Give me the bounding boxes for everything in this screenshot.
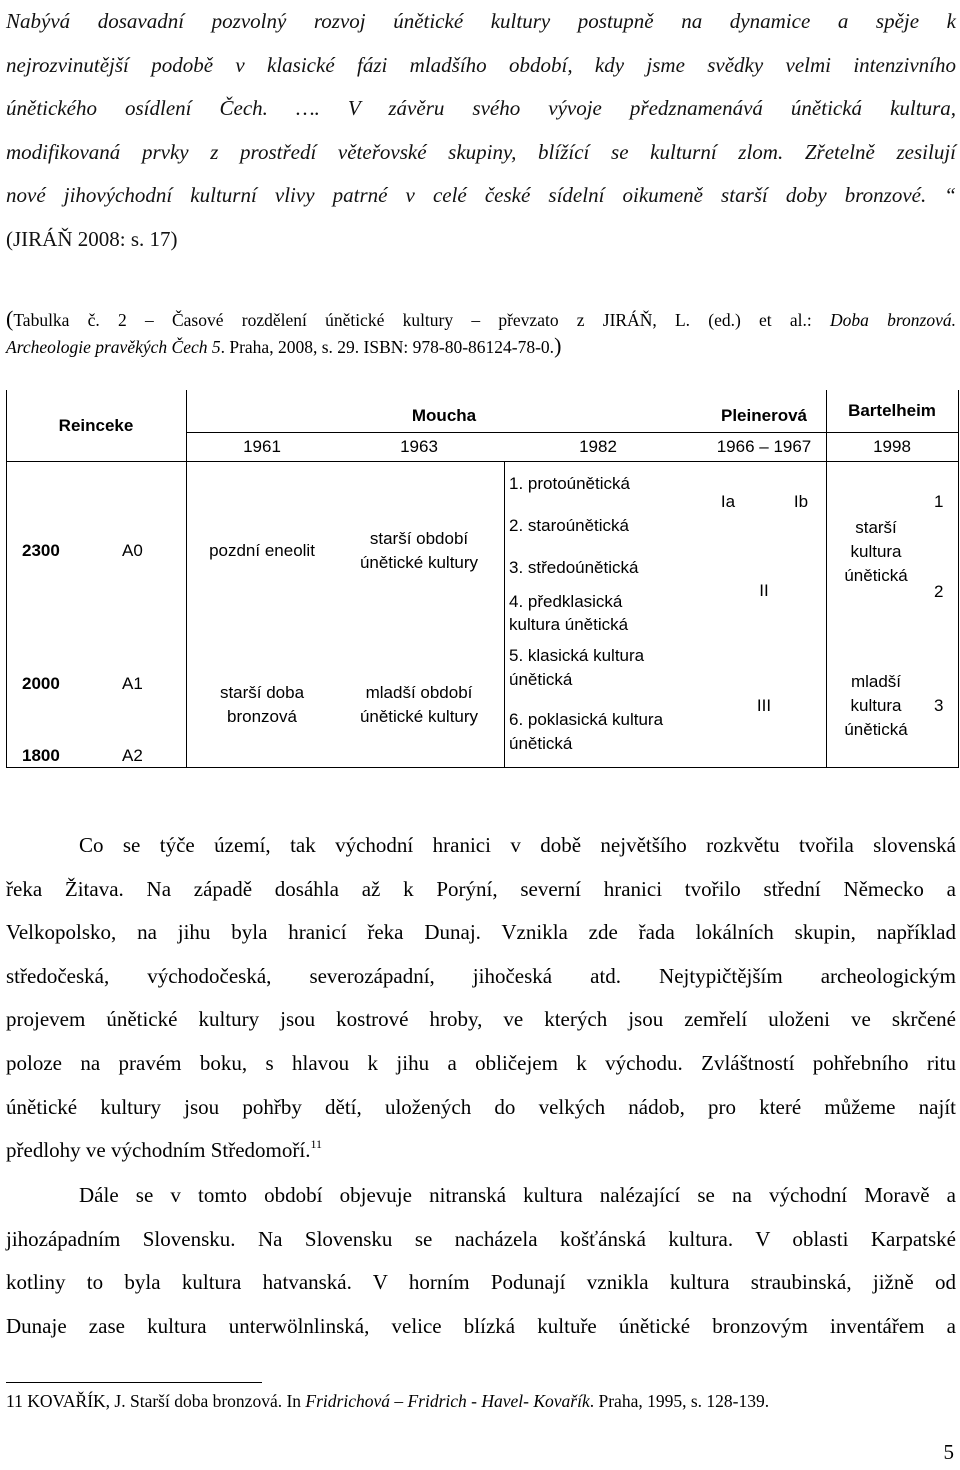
phase-a1: A1 <box>122 674 143 693</box>
m1963-younger-l2: únětické kultury <box>359 707 479 726</box>
table-col-divider <box>826 390 827 768</box>
year-1961: 1961 <box>243 437 281 456</box>
m1982-phase-5-l2: únětická <box>509 670 573 689</box>
paragraph-line: středočeská, východočeská, severozápadní, jihočeská atd. Nejtypičtějším archeologickým <box>6 963 956 988</box>
bartelheim-older-l2: kultura <box>850 542 902 561</box>
phase-a2: A2 <box>122 746 143 765</box>
paragraph-line: Dále se v tomto období objevuje nitranská kultura nalézající se na východní Moravě a <box>79 1183 956 1207</box>
bartelheim-older-l3: únětická <box>844 566 908 585</box>
quote-citation: (JIRÁŇ 2008: s. 17) <box>6 226 178 251</box>
m1963-older-l1: starší období <box>369 529 469 548</box>
table-bottom-border <box>6 767 959 768</box>
paragraph-line: řeka Žitava. Na západě dosáhla až k Porýní, severní hranici tvořilo střední Německo a <box>6 876 956 901</box>
quote-line: únětického osídlení Čech. …. V závěru svého vývoje předznamenává únětická kultura, <box>6 96 956 120</box>
paragraph-line: Velkopolsko, na jihu byla hranicí řeka Dunaj. Vznikla zde řada lokálních skupin, například <box>6 920 956 945</box>
m1961-late-eneolithic: pozdní eneolit <box>209 541 315 560</box>
footnote-authors: Fridrichová – Fridrich - Havel- Kovařík <box>305 1391 590 1411</box>
m1961-early-bronze-l2: bronzová <box>227 707 297 726</box>
paragraph-1 <box>6 824 956 1173</box>
chronology-table <box>6 390 959 768</box>
caption-book-title-a: Doba bronzová. <box>830 310 956 330</box>
header-reinceke: Reinceke <box>58 416 134 435</box>
date-2000: 2000 <box>22 674 60 693</box>
m1963-older-l2: únětické kultury <box>359 553 479 572</box>
paragraph-line: únětické kultury jsou pohřby dětí, uložených do velkých nádob, pro které můžeme najít <box>6 1094 956 1119</box>
year-1963: 1963 <box>400 437 438 456</box>
year-1998: 1998 <box>873 437 911 456</box>
year-1966-1967: 1966 – 1967 <box>716 437 812 456</box>
caption-line-2 <box>6 333 562 358</box>
quote-line: nové jihovýchodní kulturní vlivy patrné v celé české sídelní oikumeně starší doby bronzové. “ <box>6 183 956 207</box>
m1982-phase-3: 3. středoúnětická <box>509 558 639 577</box>
bartelheim-phase-2: 2 <box>934 582 944 601</box>
quote-line: nejrozvinutější podobě v klasické fázi mladšího období, kdy jsme svědky velmi intenzivního <box>6 52 956 77</box>
footnote-text-c: . Praha, 1995, s. 128-139. <box>589 1391 770 1411</box>
caption-text-b: . Praha, 2008, s. 29. ISBN: 978-80-86124-78-0. <box>220 337 555 357</box>
quote-line: modifikovaná prvky z prostředí věteřovské skupiny, blížící se kulturní zlom. Zřetelně zesilují <box>6 139 956 164</box>
paragraph-line: kotliny to byla kultura hatvanská. V horním Podunají vznikla kultura straubinská, jižně od <box>6 1270 956 1295</box>
quote-block <box>6 0 956 261</box>
caption-line-1 <box>6 306 956 333</box>
header-bartelheim: Bartelheim <box>848 401 936 420</box>
table-right-border <box>958 390 959 768</box>
table-caption <box>6 306 956 360</box>
paragraph-line: Co se týče území, tak východní hranici v době největšího rozkvětu tvořila slovenská <box>79 833 956 857</box>
m1963-younger-l1: mladší období <box>365 683 473 702</box>
bartelheim-younger-l3: únětická <box>844 720 908 739</box>
header-moucha: Moucha <box>411 406 477 425</box>
paragraph-last-text: předlohy ve východním Středomoří. <box>6 1138 311 1163</box>
paragraph-line: projevem únětické kultury jsou kostrové hroby, ve kterých jsou zemřelí uloženi ve skrčené <box>6 1007 956 1032</box>
m1982-phase-5-l1: 5. klasická kultura <box>509 646 645 665</box>
table-top-border <box>186 432 959 433</box>
phase-a0: A0 <box>122 541 143 560</box>
date-1800: 1800 <box>22 746 60 765</box>
year-1982: 1982 <box>579 437 617 456</box>
m1982-phase-4-l2: kultura únětická <box>509 615 629 634</box>
pleinerova-ia: Ia <box>720 492 736 511</box>
footnote-reference[interactable]: 11 <box>310 1137 323 1152</box>
paragraph-2 <box>6 1174 956 1348</box>
bartelheim-older-l1: starší <box>855 518 897 537</box>
footnote <box>6 1388 769 1414</box>
caption-close-paren: ) <box>554 333 562 358</box>
caption-book-title-b: Archeologie pravěkých Čech 5 <box>6 337 221 357</box>
m1982-phase-6-l2: únětická <box>509 734 573 753</box>
m1982-phase-6-l1: 6. poklasická kultura <box>509 710 664 729</box>
paragraph-line: jihozápadním Slovensku. Na Slovensku se nacházela košťánská kultura. V oblasti Karpatské <box>6 1226 956 1251</box>
footnote-text-a: 11 KOVAŘÍK, J. Starší doba bronzová. In <box>6 1391 306 1411</box>
pleinerova-ib: Ib <box>793 492 809 511</box>
paragraph-line: Dunaje zase kultura unterwölnlinská, velice blízká kultuře únětické bronzovým inventářem a <box>6 1313 956 1338</box>
table-header-divider <box>6 461 959 462</box>
paragraph-line <box>6 1129 956 1173</box>
quote-line: Nabývá dosavadní pozvolný rozvoj únětické kultury postupně na dynamice a spěje k <box>6 9 956 33</box>
date-2300: 2300 <box>22 541 60 560</box>
m1982-phase-4-l1: 4. předklasická <box>509 592 623 611</box>
bartelheim-phase-3: 3 <box>934 696 944 715</box>
m1982-phase-1: 1. protoúnětická <box>509 474 630 493</box>
pleinerova-ii: II <box>759 581 769 600</box>
bartelheim-younger-l2: kultura <box>850 696 902 715</box>
header-pleinerova: Pleinerová <box>721 406 807 425</box>
pleinerova-iii: III <box>756 696 772 715</box>
bartelheim-younger-l1: mladší <box>850 672 902 691</box>
page-number: 5 <box>943 1440 954 1464</box>
m1982-phase-2: 2. staroúnětická <box>509 516 630 535</box>
footnote-separator <box>6 1382 262 1383</box>
table-col-divider <box>186 390 187 768</box>
caption-text-a: Tabulka č. 2 – Časové rozdělení únětické kultury – převzato z JIRÁŇ, L. (ed.) et al.: <box>13 310 830 330</box>
table-col-divider <box>504 461 505 768</box>
m1961-early-bronze-l1: starší doba <box>219 683 305 702</box>
paragraph-line: poloze na pravém boku, s hlavou k jihu a obličejem k východu. Zvláštností pohřebního ritu <box>6 1050 956 1075</box>
table-left-border <box>6 390 7 768</box>
caption-open-paren: ( <box>6 306 14 331</box>
bartelheim-phase-1: 1 <box>934 492 944 511</box>
